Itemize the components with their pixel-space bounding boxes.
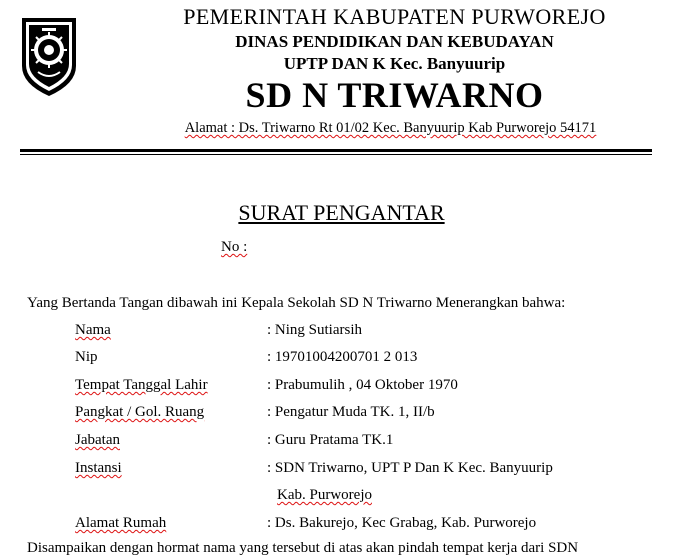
field-value-rank: : Pengatur Muda TK. 1, II/b xyxy=(267,404,435,420)
closing-paragraph: Disampaikan dengan hormat nama yang tersebut di atas akan pindah tempat kerja dari SDN xyxy=(27,540,579,556)
field-value-institution: : SDN Triwarno, UPT P Dan K Kec. Banyuurip xyxy=(267,460,553,476)
field-value-nip: : 19701004200701 2 013 xyxy=(267,349,418,365)
letter-title: SURAT PENGANTAR xyxy=(238,200,445,225)
field-label-home-address: Alamat Rumah xyxy=(75,515,167,531)
letterhead-government: PEMERINTAH KABUPATEN PURWOREJO xyxy=(183,4,606,29)
field-value-home-address: : Ds. Bakurejo, Kec Grabag, Kab. Purworejo xyxy=(267,515,537,531)
intro-paragraph: Yang Bertanda Tangan dibawah ini Kepala Sekolah SD N Triwarno Menerangkan bahwa: xyxy=(27,295,566,311)
letterhead-school-name: SD N TRIWARNO xyxy=(245,75,544,115)
letterhead-department: DINAS PENDIDIKAN DAN KEBUDAYAN xyxy=(235,32,554,51)
letterhead-rule-thick xyxy=(20,149,652,152)
field-value-institution-line2: Kab. Purworejo xyxy=(277,487,372,503)
field-label-nama: Nama xyxy=(75,322,111,338)
field-label-rank: Pangkat / Gol. Ruang xyxy=(75,404,205,420)
field-value-nama: : Ning Sutiarsih xyxy=(267,322,363,338)
letter-number: No : xyxy=(221,239,248,255)
field-label-birth: Tempat Tanggal Lahir xyxy=(75,377,208,393)
letterhead-address: Alamat : Ds. Triwarno Rt 01/02 Kec. Banyuurip Kab Purworejo 54171 xyxy=(184,120,597,136)
field-label-institution: Instansi xyxy=(75,460,122,476)
letterhead-unit: UPTP DAN K Kec. Banyuurip xyxy=(283,54,506,73)
field-label-position: Jabatan xyxy=(75,432,120,448)
field-value-birth: : Prabumulih , 04 Oktober 1970 xyxy=(267,377,458,393)
letterhead-rule-thin xyxy=(20,154,652,155)
field-label-nip: Nip xyxy=(75,349,98,365)
field-value-position: : Guru Pratama TK.1 xyxy=(267,432,394,448)
